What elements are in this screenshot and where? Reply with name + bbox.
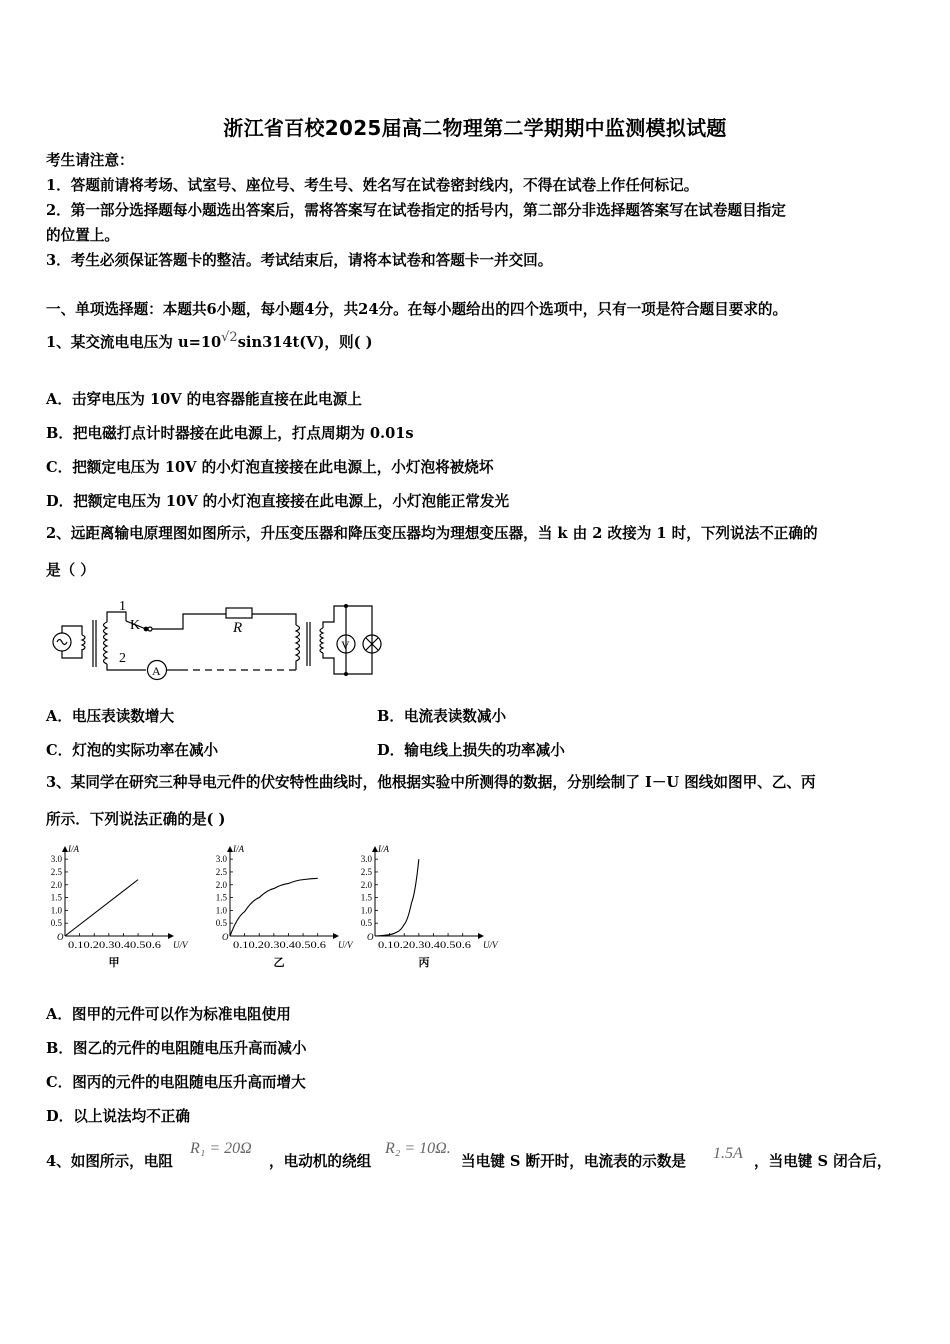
chart-3-caption: 丙 [418, 957, 430, 969]
notice-item-2: 2．第一部分选择题每小题选出答案后，需将答案写在试卷指定的括号内，第二部分非选择题答案写在试卷题目指定 [46, 202, 786, 219]
q2-option-a: A．电压表读数增大 [46, 708, 175, 725]
chart-3-x-arrow [478, 933, 484, 939]
q3-option-c: C．图丙的元件的电阻随电压升高而增大 [46, 1074, 306, 1091]
chart-1-x-arrow [168, 933, 174, 939]
q3-stem-a: 3、某同学在研究三种导电元件的伏安特性曲线时，他根据实验中所测得的数据，分别绘制了 I－U 图线如图甲、乙、丙 [46, 774, 816, 791]
q3-option-d: D．以上说法均不正确 [46, 1108, 191, 1125]
chart-3-y-tick-label: 2.0 [360, 879, 372, 890]
iu-graphs [40, 838, 510, 978]
q2-option-d: D．输电线上损失的功率减小 [377, 742, 565, 759]
notice-item-3: 3．考生必须保证答题卡的整洁。考试结束后，请将本试卷和答题卡一并交回。 [46, 252, 553, 269]
r2-formula: R₂ = 10Ω. [385, 1140, 451, 1157]
chart-2-y-tick-label: 1.0 [215, 905, 227, 916]
chart-2-curve [230, 878, 318, 936]
transmission-circuit-diagram [46, 592, 391, 692]
section-heading: 一、单项选择题：本题共6小题，每小题4分，共24分。在每小题给出的四个选项中，只有一项是符合题目要求的。 [46, 301, 788, 318]
q4-stem-a: 4、如图所示，电阻 [46, 1153, 173, 1170]
chart-3-y-tick-label: 3.0 [360, 854, 372, 865]
chart-3-y-tick-label: 0.5 [360, 918, 372, 929]
q3-option-a: A．图甲的元件可以作为标准电阻使用 [46, 1006, 291, 1023]
q1-stem [46, 330, 373, 354]
voltmeter-label: V [341, 638, 350, 652]
chart-1-y-label: I/A [68, 844, 79, 854]
chart-3-y-label: I/A [378, 844, 389, 854]
chart-2-y-tick-label: 3.0 [215, 854, 227, 865]
chart-3-y-tick-label: 2.5 [360, 866, 372, 877]
chart-1-y-tick-label: 2.5 [50, 866, 62, 877]
r1-formula: R₁ = 20Ω [190, 1140, 252, 1157]
chart-2-x-tick-labels: 0.10.20.30.40.50.6 [233, 940, 327, 950]
chart-1-y-tick-label: 3.0 [50, 854, 62, 865]
chart-1-y-tick-label: 0.5 [50, 918, 62, 929]
chart-1-curve [65, 880, 138, 936]
ammeter-label: A [152, 664, 161, 678]
q2-stem-a: 2、远距离输电原理图如图所示，升压变压器和降压变压器均为理想变压器，当 k 由 2 改接为 1 时，下列说法不正确的 [46, 525, 818, 542]
chart-3-y-tick-label: 1.5 [360, 892, 372, 903]
circuit-label-r: R [233, 620, 243, 636]
chart-2-x-arrow [333, 933, 339, 939]
chart-2-x-label: U/V [338, 940, 353, 950]
q2-option-b: B．电流表读数减小 [377, 708, 507, 725]
chart-3-origin: O [367, 932, 374, 942]
chart-2-caption: 乙 [273, 957, 285, 969]
chart-3-x-tick-labels: 0.10.20.30.40.50.6 [378, 940, 472, 950]
chart-2-y-tick-label: 2.0 [215, 879, 227, 890]
q2-option-c: C．灯泡的实际功率在减小 [46, 742, 219, 759]
circuit-label-k: K [130, 618, 141, 633]
notice-heading: 考生请注意： [46, 152, 134, 169]
q4-stem-b: ，电动机的绕组 [269, 1153, 372, 1170]
chart-2-y-label: I/A [233, 844, 244, 854]
chart-2-y-tick-label: 0.5 [215, 918, 227, 929]
chart-2-y-tick-label: 2.5 [215, 866, 227, 877]
q3-stem-b: 所示．下列说法正确的是( ) [46, 811, 226, 828]
chart-3-x-label: U/V [483, 940, 498, 950]
chart-1-x-tick-labels: 0.10.20.30.40.50.6 [68, 940, 162, 950]
notice-item-1: 1．答题前请将考场、试室号、座位号、考生号、姓名写在试卷密封线内，不得在试卷上作任何标记。 [46, 177, 699, 194]
chart-1-y-tick-label: 1.5 [50, 892, 62, 903]
chart-1-x-label: U/V [173, 940, 188, 950]
q1-option-b: B．把电磁打点计时器接在此电源上，打点周期为 0.01s [46, 425, 414, 442]
chart-3-y-tick-label: 1.0 [360, 905, 372, 916]
q4-stem-c: 当电键 S 断开时，电流表的示数是 [461, 1153, 687, 1170]
q4-stem-d: ，当电键 S 闭合后， [754, 1153, 892, 1170]
sqrt-two: √2 [221, 330, 238, 345]
q1-option-d: D．把额定电压为 10V 的小灯泡直接接在此电源上，小灯泡能正常发光 [46, 493, 510, 510]
circuit-label-2: 2 [119, 651, 126, 666]
page-title: 浙江省百校2025届高二物理第二学期期中监测模拟试题 [223, 116, 727, 140]
chart-1-y-tick-label: 2.0 [50, 879, 62, 890]
notice-item-2-cont: 的位置上。 [46, 227, 119, 244]
circuit-label-1: 1 [119, 599, 126, 614]
q1-stem-a: 1、某交流电电压为 u=10 [46, 334, 222, 351]
q1-option-c: C．把额定电压为 10V 的小灯泡直接接在此电源上，小灯泡将被烧坏 [46, 459, 494, 476]
q1-option-a: A．击穿电压为 10V 的电容器能直接在此电源上 [46, 391, 362, 408]
chart-1-caption: 甲 [108, 957, 120, 969]
q1-stem-b: sin314t(V)，则( ) [237, 334, 373, 351]
q3-option-b: B．图乙的元件的电阻随电压升高而减小 [46, 1040, 307, 1057]
chart-1-origin: O [57, 932, 64, 942]
chart-2-y-tick-label: 1.5 [215, 892, 227, 903]
chart-3-curve [375, 859, 419, 936]
current-value: 1.5A [713, 1145, 743, 1162]
chart-1-y-tick-label: 1.0 [50, 905, 62, 916]
chart-2-origin: O [222, 932, 229, 942]
q2-stem-b: 是（ ） [46, 562, 95, 579]
